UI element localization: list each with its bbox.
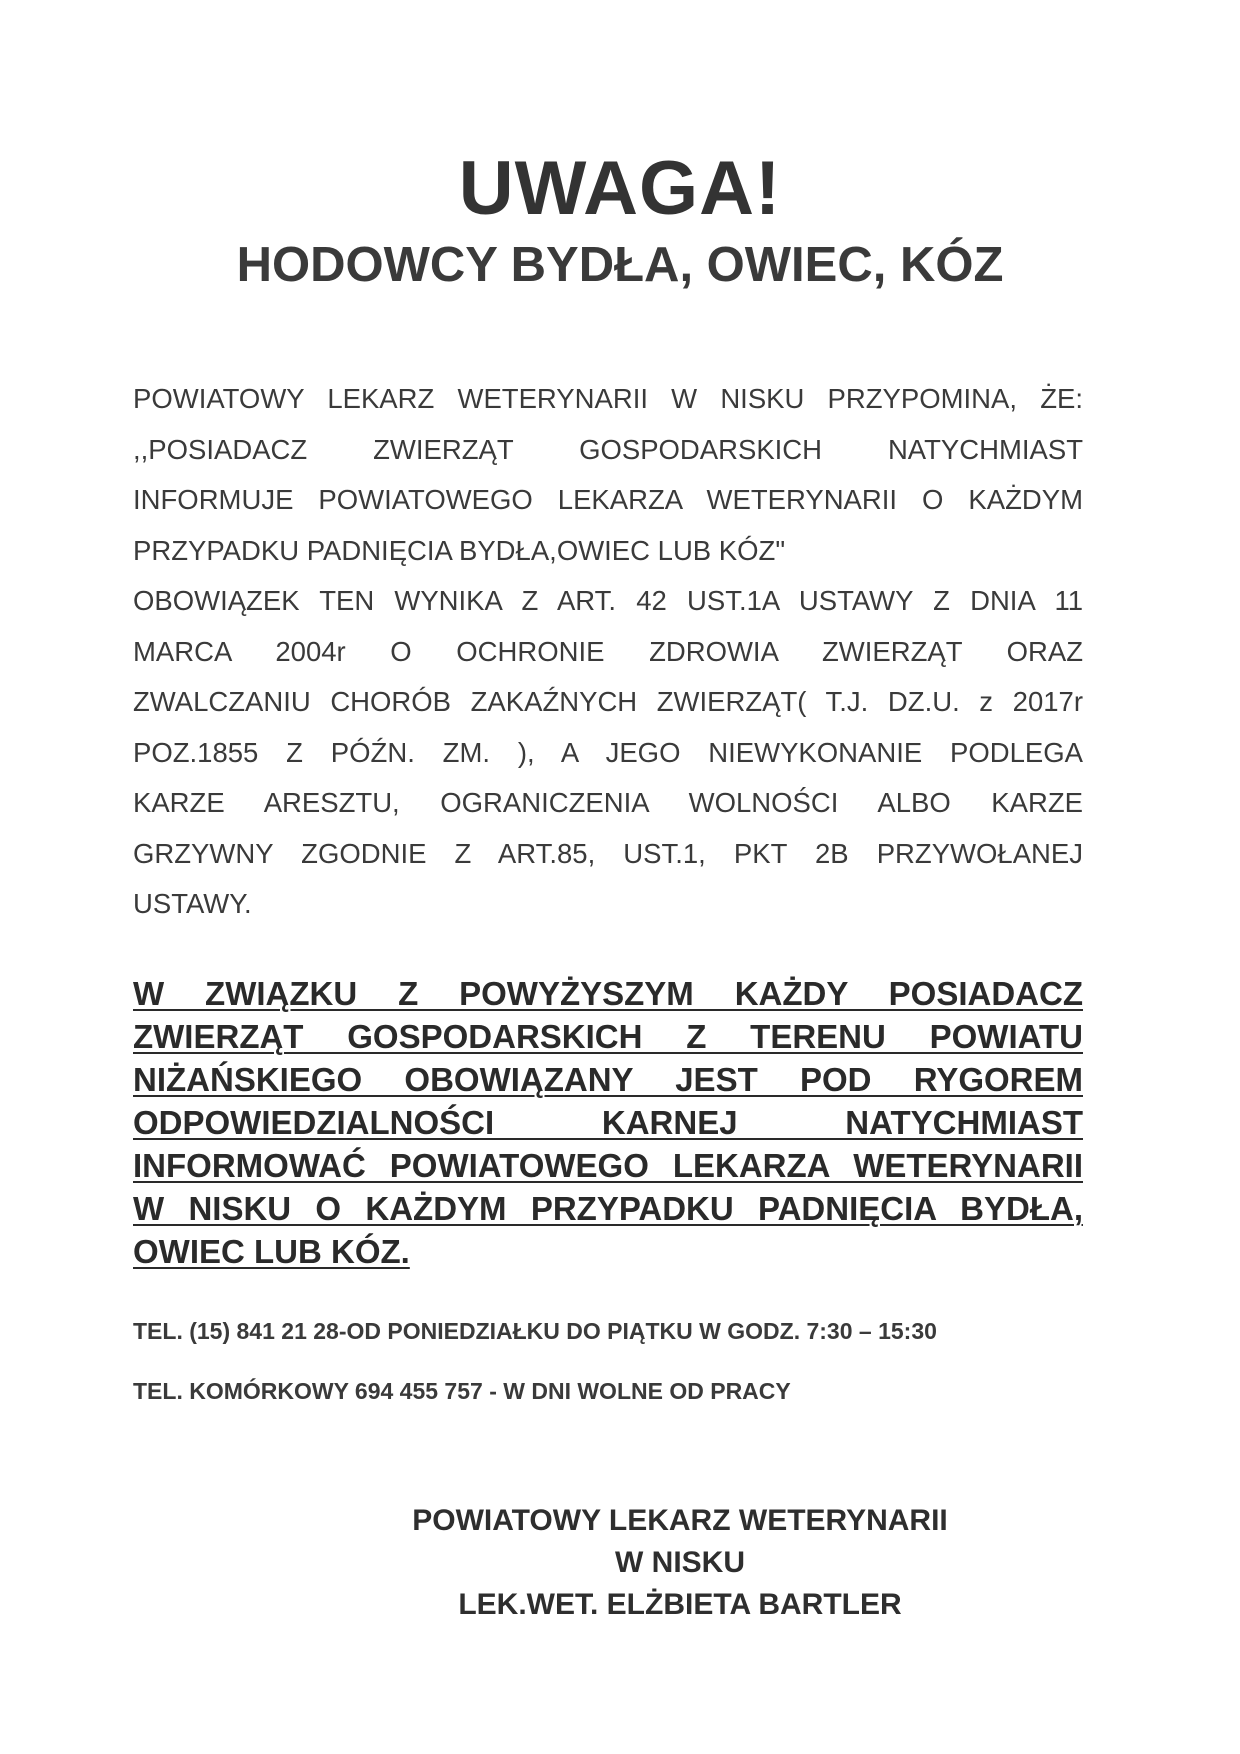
signature-block bbox=[340, 1500, 1020, 1626]
warning-line: INFORMOWAĆ POWIATOWEGO LEKARZA WETERYNARII bbox=[133, 1147, 1083, 1184]
warning-line: ZWIERZĄT GOSPODARSKICH Z TERENU POWIATU bbox=[133, 1018, 1083, 1055]
notice-line: INFORMUJE POWIATOWEGO LEKARZA WETERYNARII O KAŻDYM bbox=[133, 484, 1083, 515]
notice-paragraph bbox=[133, 374, 1083, 930]
signature-title: POWIATOWY LEKARZ WETERYNARII bbox=[412, 1504, 948, 1537]
warning-line: W NISKU O KAŻDYM PRZYPADKU PADNIĘCIA BYDŁA, bbox=[133, 1190, 1083, 1227]
warning-line: OWIEC LUB KÓZ. bbox=[133, 1233, 410, 1270]
notice-line: POZ.1855 Z PÓŹN. ZM. ), A JEGO NIEWYKONANIE PODLEGA bbox=[133, 736, 1083, 768]
warning-line: W ZWIĄZKU Z POWYŻYSZYM KAŻDY POSIADACZ bbox=[133, 975, 1083, 1012]
page-title: UWAGA! bbox=[458, 146, 782, 231]
warning-line: NIŻAŃSKIEGO OBOWIĄZANY JEST POD RYGOREM bbox=[133, 1061, 1083, 1098]
notice-line: POWIATOWY LEKARZ WETERYNARII W NISKU PRZYPOMINA, ŻE: bbox=[133, 383, 1083, 414]
warning-line: ODPOWIEDZIALNOŚCI KARNEJ NATYCHMIAST bbox=[133, 1104, 1083, 1141]
notice-line: ,,POSIADACZ ZWIERZĄT GOSPODARSKICH NATYCHMIAST bbox=[133, 433, 1083, 465]
notice-line: ZWALCZANIU CHORÓB ZAKAŹNYCH ZWIERZĄT( T.J. DZ.U. z 2017r bbox=[133, 686, 1083, 717]
notice-line: OBOWIĄZEK TEN WYNIKA Z ART. 42 UST.1A USTAWY Z DNIA 11 bbox=[133, 585, 1083, 616]
notice-line: PRZYPADKU PADNIĘCIA BYDŁA,OWIEC LUB KÓZ" bbox=[133, 534, 786, 566]
mobile-phone-line: TEL. KOMÓRKOWY 694 455 757 - W DNI WOLNE OD PRACY bbox=[133, 1378, 791, 1404]
page-subtitle: HODOWCY BYDŁA, OWIEC, KÓZ bbox=[236, 238, 1004, 292]
notice-line: GRZYWNY ZGODNIE Z ART.85, UST.1, PKT 2B PRZYWOŁANEJ bbox=[133, 837, 1083, 869]
signature-location: W NISKU bbox=[615, 1546, 745, 1579]
notice-line: KARZE ARESZTU, OGRANICZENIA WOLNOŚCI ALBO KARZE bbox=[133, 787, 1083, 818]
signature-name: LEK.WET. ELŻBIETA BARTLER bbox=[458, 1588, 902, 1621]
phone-line: TEL. (15) 841 21 28-OD PONIEDZIAŁKU DO PIĄTKU W GODZ. 7:30 – 15:30 bbox=[133, 1318, 937, 1344]
warning-paragraph bbox=[133, 972, 1083, 1273]
notice-line: USTAWY. bbox=[133, 888, 252, 919]
notice-line: MARCA 2004r O OCHRONIE ZDROWIA ZWIERZĄT ORAZ bbox=[133, 635, 1083, 667]
